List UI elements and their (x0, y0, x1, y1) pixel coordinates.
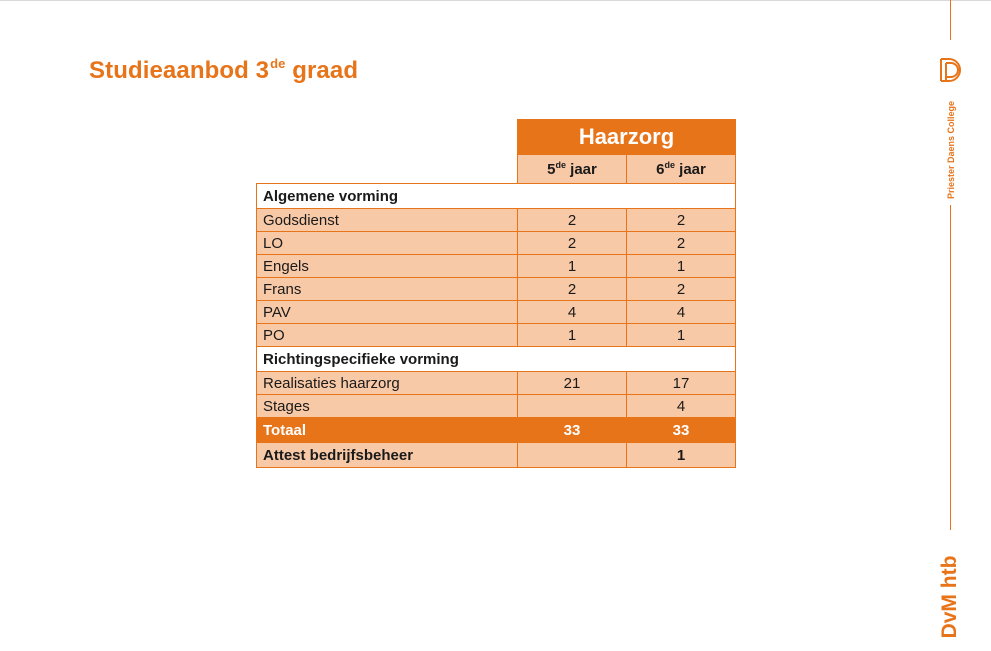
hours-year-5: 21 (518, 372, 627, 395)
hours-year-5: 1 (518, 255, 627, 278)
table-row (257, 278, 736, 301)
attest-label: Attest bedrijfsbeheer (257, 443, 518, 468)
top-border (0, 0, 991, 1)
total-year-6: 33 (627, 418, 736, 443)
subject-label: PO (257, 324, 518, 347)
hours-year-5: 1 (518, 324, 627, 347)
program-header: Haarzorg (518, 120, 736, 155)
section-header: Algemene vorming (257, 184, 736, 209)
table-row (257, 209, 736, 232)
subject-label: PAV (257, 301, 518, 324)
hours-year-6: 2 (627, 278, 736, 301)
subject-label: LO (257, 232, 518, 255)
attest-row (257, 443, 736, 468)
course-hours-table (256, 119, 736, 468)
table-row (257, 324, 736, 347)
hours-year-6: 17 (627, 372, 736, 395)
attest-year-6: 1 (627, 443, 736, 468)
table-row (257, 395, 736, 418)
subject-label: Frans (257, 278, 518, 301)
college-logo-icon (937, 56, 965, 84)
hours-year-5: 4 (518, 301, 627, 324)
table-header-program-row (257, 120, 736, 155)
section-header: Richtingspecifieke vorming (257, 347, 736, 372)
table-row (257, 232, 736, 255)
table-row (257, 301, 736, 324)
sidebar-divider-top (950, 0, 951, 40)
college-name: Priester Daens College (946, 100, 956, 200)
hours-year-6: 2 (627, 209, 736, 232)
total-label: Totaal (257, 418, 518, 443)
hours-year-5: 2 (518, 232, 627, 255)
table-header-years-row (257, 155, 736, 184)
subject-label: Stages (257, 395, 518, 418)
column-header-year-5: 5de jaar (518, 155, 627, 184)
hours-year-5: 2 (518, 278, 627, 301)
page-title: Studieaanbod 3de graad (89, 56, 359, 84)
subject-label: Godsdienst (257, 209, 518, 232)
sidebar-divider-middle (950, 205, 951, 530)
subject-label: Engels (257, 255, 518, 278)
hours-year-6: 1 (627, 255, 736, 278)
brand-label: DvM htb (938, 555, 961, 639)
total-row (257, 418, 736, 443)
hours-year-5: 2 (518, 209, 627, 232)
table-row (257, 255, 736, 278)
hours-year-6: 4 (627, 301, 736, 324)
hours-year-6: 1 (627, 324, 736, 347)
column-header-year-6: 6de jaar (627, 155, 736, 184)
hours-year-5 (518, 395, 627, 418)
hours-year-6: 2 (627, 232, 736, 255)
subject-label: Realisaties haarzorg (257, 372, 518, 395)
attest-year-5 (518, 443, 627, 468)
table-row (257, 372, 736, 395)
total-year-5: 33 (518, 418, 627, 443)
hours-year-6: 4 (627, 395, 736, 418)
